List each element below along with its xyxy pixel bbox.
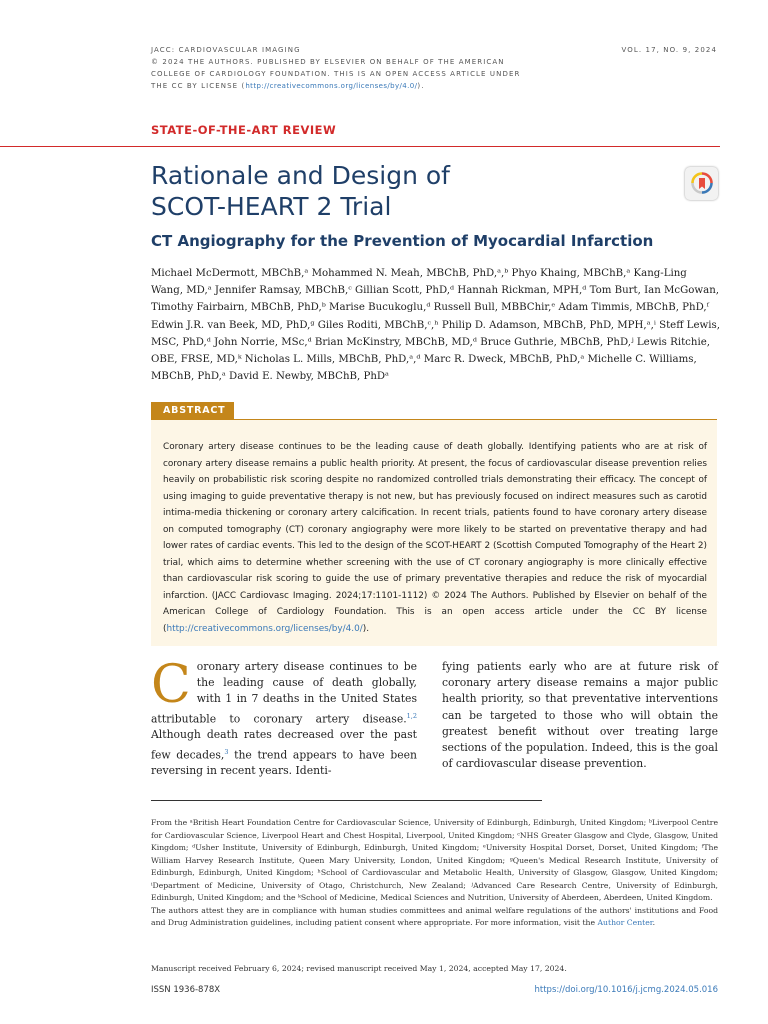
crossmark-icon[interactable] — [685, 167, 718, 200]
issn: ISSN 1936-878X — [151, 985, 221, 995]
article-subtitle: CT Angiography for the Prevention of Myocardial Infarction — [151, 232, 654, 250]
copyright-line: THE CC BY LICENSE (http://creativecommons.org/licenses/by/4.0/). — [151, 82, 425, 90]
body-column-right: fying patients early who are at future risk of coronary artery disease remains a major public health priority, so that preventative interventions can be targeted to those who will obtain the greatest benefit without over treating large sections of the population. Indeed, this is the goal of cardiovascular disease prevention. — [442, 660, 718, 771]
journal-name: JACC: CARDIOVASCULAR IMAGING — [151, 46, 301, 54]
copyright-line: COLLEGE OF CARDIOLOGY FOUNDATION. THIS IS AN OPEN ACCESS ARTICLE UNDER — [151, 70, 521, 78]
license-link[interactable]: http://creativecommons.org/licenses/by/4.0/ — [245, 82, 418, 90]
abstract-text: Coronary artery disease continues to be the leading cause of death globally. Identifying patients who are at risk of coronary artery disease remains a public health priority. At present, the focus of cardiovascular disease prevention relies heavily on probabilistic risk scoring despite no randomized controlled trials demonstrating their efficacy. The concept of using imaging to guide preventative therapy is not new, but has previously focused on indirect measures such as carotid intima-media thickening or coronary artery calcification. In recent trials, patients found to have coronary artery disease on computed tomography (CT) coronary angiography were more likely to be started on preventative therapy and had lower rates of cardiac events. This led to the design of the SCOT-HEART 2 (Scottish Computed Tomography of the Heart 2) trial, which aims to determine whether screening with the use of CT coronary angiography is more clinically effective than cardiovascular risk scoring to guide the use of primary preventative therapies and reduce the risk of myocardial infarction. (JACC Cardiovasc Imaging. 2024;17:1101-1112) © 2024 The Authors. Published by Elsevier on behalf of the American College of Cardiology Foundation. This is an open access article under the CC BY license (http://creativecommons.org/licenses/by/4.0/). — [163, 442, 707, 634]
affiliations-footnote: From the ᵃBritish Heart Foundation Centre for Cardiovascular Science, University of Edinburgh, Edinburgh, United Kingdom; ᵇLiverpool Centre for Cardiovascular Science, Liverpool Heart and Chest Hospital, Liverpool, United Kingdom; ᶜNHS Greater Glasgow and Clyde, Glasgow, United Kingdom; ᵈUsher Institute, University of Edinburgh, Edinburgh, United Kingdom; ᵉUniversity Hospital Dorset, Dorset, United Kingdom; ᶠThe William Harvey Research Institute, Queen Mary University, London, United Kingdom; ᵍQueen's Medical Research Institute, University of Edinburgh, Edinburgh, United Kingdom; ʰSchool of Cardiovascular and Metabolic Health, University of Glasgow, Glasgow, United Kingdom; ⁱDepartment of Medicine, University of Otago, Christchurch, New Zealand; ʲAdvanced Care Research Centre, University of Edinburgh, Edinburgh, United Kingdom; and the ᵏSchool of Medicine, Medical Sciences and Nutrition, University of Aberdeen, Aberdeen, United Kingdom. — [151, 818, 718, 902]
body-column-left: Coronary artery disease continues to be the leading cause of death globally, with 1 in 7 deaths in the United States attributable to coronary artery disease.$^{1,2}$ Although death rates decreased over the past few decades,$^3$ the trend appears to have been reversing in recent years. Identi- — [151, 655, 417, 778]
citation-link[interactable]: 1,2 — [406, 711, 417, 720]
footnote-divider — [151, 800, 542, 801]
author-list: Michael McDermott, MBChB,ᵃ Mohammed N. Meah, MBChB, PhD,ᵃ,ᵇ Phyo Khaing, MBChB,ᵃ Kang-Ling Wang, MD,ᵃ Jennifer Ramsay, MBChB,ᶜ Gillian Scott, PhD,ᵈ Hannah Rickman, MPH,ᵈ Tom Burt, Ian McGowan, Timothy Fairbairn, MBChB, PhD,ᵇ Marise Bucukoglu,ᵈ Russell Bull, MBBChir,ᵉ Adam Timmis, MBChB, PhD,ᶠ Edwin J.R. van Beek, MD, PhD,ᵍ Giles Roditi, MBChB,ᶜ,ʰ Philip D. Adamson, MBChB, PhD, MPH,ᵃ,ⁱ Steff Lewis, MSC, PhD,ᵈ John Norrie, MSc,ᵈ Brian McKinstry, MBChB, MD,ᵈ Bruce Guthrie, MBChB, PhD,ʲ Lewis Ritchie, OBE, FRSE, MD,ᵏ Nicholas L. Mills, MBChB, PhD,ᵃ,ᵈ Marc R. Dweck, MBChB, PhD,ᵃ Michelle C. Williams, MBChB, PhD,ᵃ David E. Newby, MBChB, PhDᵃ — [151, 268, 720, 383]
copyright-line: © 2024 THE AUTHORS. PUBLISHED BY ELSEVIER ON BEHALF OF THE AMERICAN — [151, 58, 505, 66]
doi-link[interactable]: https://doi.org/10.1016/j.jcmg.2024.05.016 — [534, 985, 718, 995]
abstract-box — [151, 420, 717, 646]
drop-cap: C — [151, 655, 191, 715]
section-divider — [0, 146, 720, 147]
journal-header — [151, 44, 520, 92]
volume-info: VOL. 17, NO. 9, 2024 — [621, 46, 717, 54]
attestation-footnote: The authors attest they are in compliance with human studies committees and animal welfare regulations of the authors' institutions and Food and Drug Administration guidelines, including patient consent where appropriate. For more information, visit the Author Center. — [151, 905, 718, 927]
section-label: STATE-OF-THE-ART REVIEW — [151, 123, 337, 137]
abstract-label: ABSTRACT — [151, 402, 234, 419]
manuscript-dates: Manuscript received February 6, 2024; revised manuscript received May 1, 2024, accepted May 17, 2024. — [151, 964, 567, 973]
article-title: Rationale and Design of SCOT-HEART 2 Trial — [151, 161, 450, 221]
author-center-link[interactable]: Author Center — [597, 918, 653, 927]
footnotes — [151, 817, 718, 930]
citation-link[interactable]: 3 — [224, 747, 229, 756]
abstract-license-link[interactable]: http://creativecommons.org/licenses/by/4.0/ — [166, 623, 363, 634]
